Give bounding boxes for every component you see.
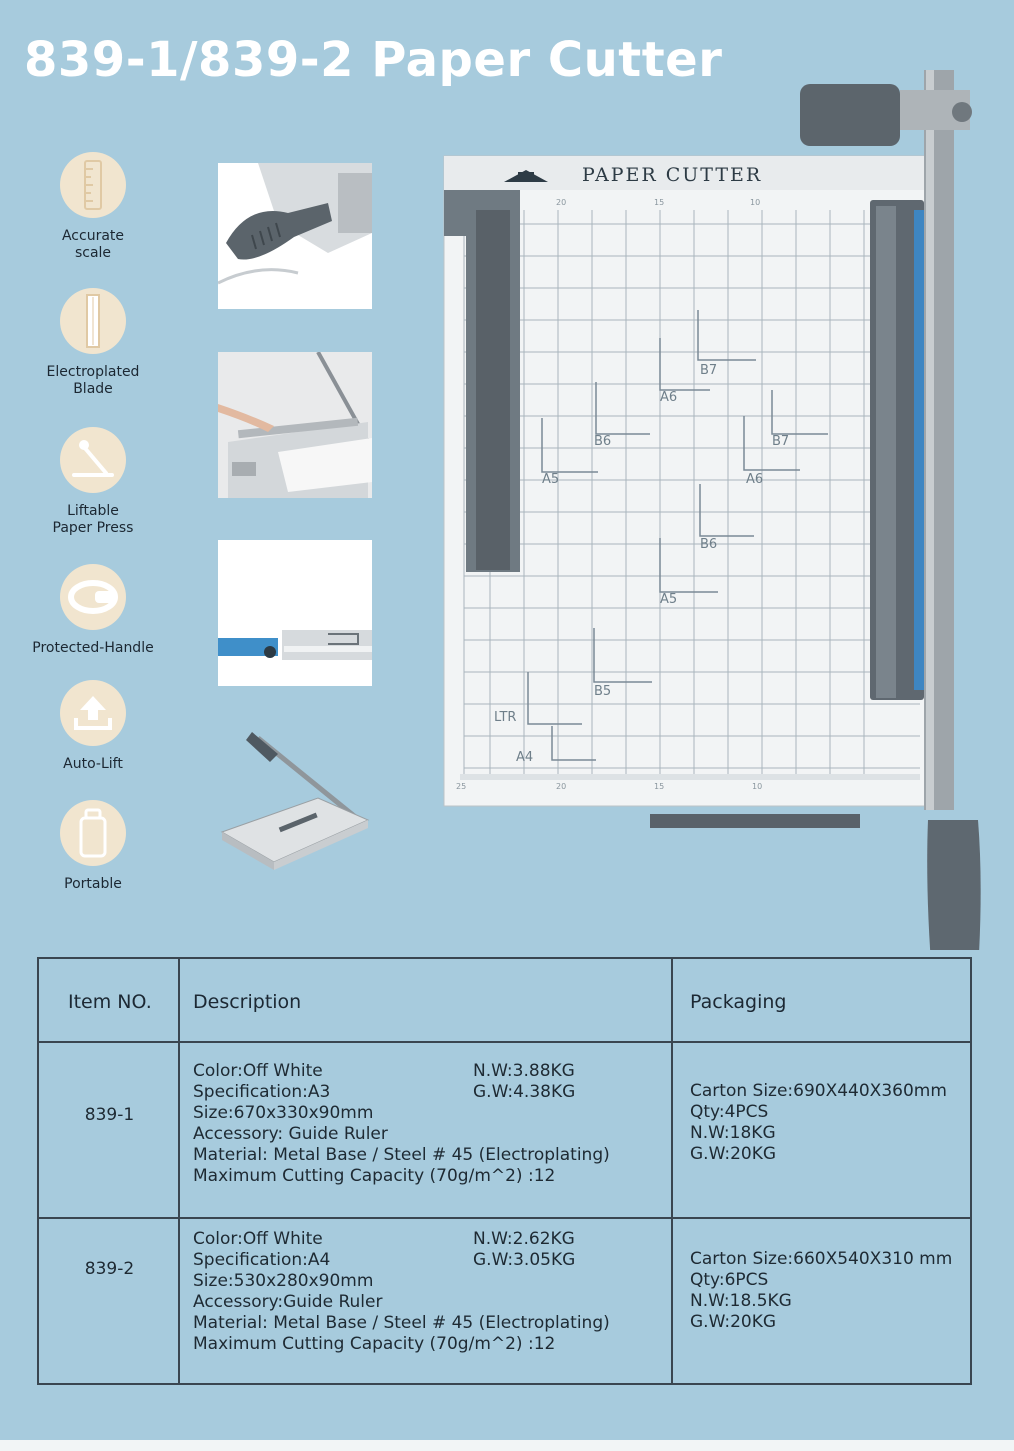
package-gross-weight: G.W:20KG [690, 1144, 777, 1164]
grid-label: B5 [594, 684, 612, 699]
grid-label: LTR [494, 710, 517, 725]
row-description [193, 1061, 610, 1187]
ruler-number: 20 [556, 782, 567, 791]
feature-label: Protected-Handle [32, 640, 154, 656]
grid-label: A5 [660, 592, 678, 607]
quantity: Qty:4PCS [690, 1102, 769, 1122]
grid-label: B6 [700, 537, 718, 552]
feature-portable [0, 800, 186, 893]
handle-icon [60, 564, 126, 630]
quantity: Qty:6PCS [690, 1270, 769, 1290]
net-weight: N.W:3.88KG [473, 1061, 575, 1081]
grid-label: A6 [660, 390, 678, 405]
feature-label: Liftable Paper Press [52, 503, 134, 536]
grid-label: A6 [746, 472, 764, 487]
auto-lift-icon [60, 680, 126, 746]
thumbnail-blade-detail [218, 540, 372, 686]
capacity-value: Maximum Cutting Capacity (70g/m^2) :12 [193, 1334, 556, 1354]
paper-press-icon [60, 427, 126, 493]
feature-liftable-paper-press [0, 427, 186, 537]
grid-label: B7 [700, 363, 718, 378]
brand-logo-icon [502, 166, 550, 184]
spec-table [37, 957, 972, 1385]
product-image [430, 60, 1014, 950]
specification-value: Specification:A4 [193, 1250, 331, 1270]
accessory-value: Accessory:Guide Ruler [193, 1292, 383, 1312]
feature-label: Auto-Lift [63, 756, 123, 772]
carton-size: Carton Size:660X540X310 mm [690, 1249, 953, 1269]
gross-weight: G.W:3.05KG [473, 1250, 576, 1270]
thumbnail-cutter-overview [218, 728, 372, 878]
header-packaging: Packaging [690, 991, 787, 1013]
grid-label: B6 [594, 434, 612, 449]
carton-size: Carton Size:690X440X360mm [690, 1081, 947, 1101]
capacity-value: Maximum Cutting Capacity (70g/m^2) :12 [193, 1166, 556, 1186]
color-value: Color:Off White [193, 1229, 323, 1249]
header-item-no: Item NO. [68, 991, 152, 1013]
ruler-icon [60, 152, 126, 218]
bottom-strip [0, 1440, 1014, 1451]
row-packaging [690, 1249, 952, 1333]
page-title: 839-1/839-2 Paper Cutter [24, 32, 723, 88]
thumbnail-handle-closeup [218, 163, 372, 309]
row-item-no: 839-2 [84, 1259, 135, 1279]
color-value: Color:Off White [193, 1061, 323, 1081]
feature-auto-lift [0, 680, 186, 773]
material-value: Material: Metal Base / Steel # 45 (Electroplating) [193, 1145, 610, 1165]
product-brand-label: PAPER CUTTER [582, 164, 763, 186]
feature-label: Portable [64, 876, 122, 892]
net-weight: N.W:2.62KG [473, 1229, 575, 1249]
grid-label: A4 [516, 750, 534, 765]
feature-electroplated-blade [0, 288, 186, 398]
row-packaging [690, 1081, 947, 1165]
feature-protected-handle [0, 564, 186, 657]
package-net-weight: N.W:18.5KG [690, 1291, 792, 1311]
ruler-number: 10 [750, 198, 761, 207]
thumbnail-paper-press [218, 352, 372, 498]
grid-label: A5 [542, 472, 560, 487]
size-value: Size:670x330x90mm [193, 1103, 374, 1123]
gross-weight: G.W:4.38KG [473, 1082, 576, 1102]
row-description [193, 1229, 610, 1355]
ruler-number: 15 [654, 782, 665, 791]
specification-value: Specification:A3 [193, 1082, 331, 1102]
ruler-number: 15 [654, 198, 665, 207]
package-gross-weight: G.W:20KG [690, 1312, 777, 1332]
ruler-number: 25 [456, 782, 467, 791]
portable-icon [60, 800, 126, 866]
grid-label: B7 [772, 434, 790, 449]
feature-accurate-scale [0, 152, 186, 262]
size-value: Size:530x280x90mm [193, 1271, 374, 1291]
row-item-no: 839-1 [84, 1105, 135, 1125]
package-net-weight: N.W:18KG [690, 1123, 776, 1143]
accessory-value: Accessory: Guide Ruler [193, 1124, 388, 1144]
ruler-number: 10 [752, 782, 763, 791]
blade-icon [60, 288, 126, 354]
feature-label: Electroplated Blade [46, 364, 140, 397]
material-value: Material: Metal Base / Steel # 45 (Electroplating) [193, 1313, 610, 1333]
header-description: Description [193, 991, 302, 1013]
feature-label: Accurate scale [61, 228, 125, 261]
ruler-number: 20 [556, 198, 567, 207]
